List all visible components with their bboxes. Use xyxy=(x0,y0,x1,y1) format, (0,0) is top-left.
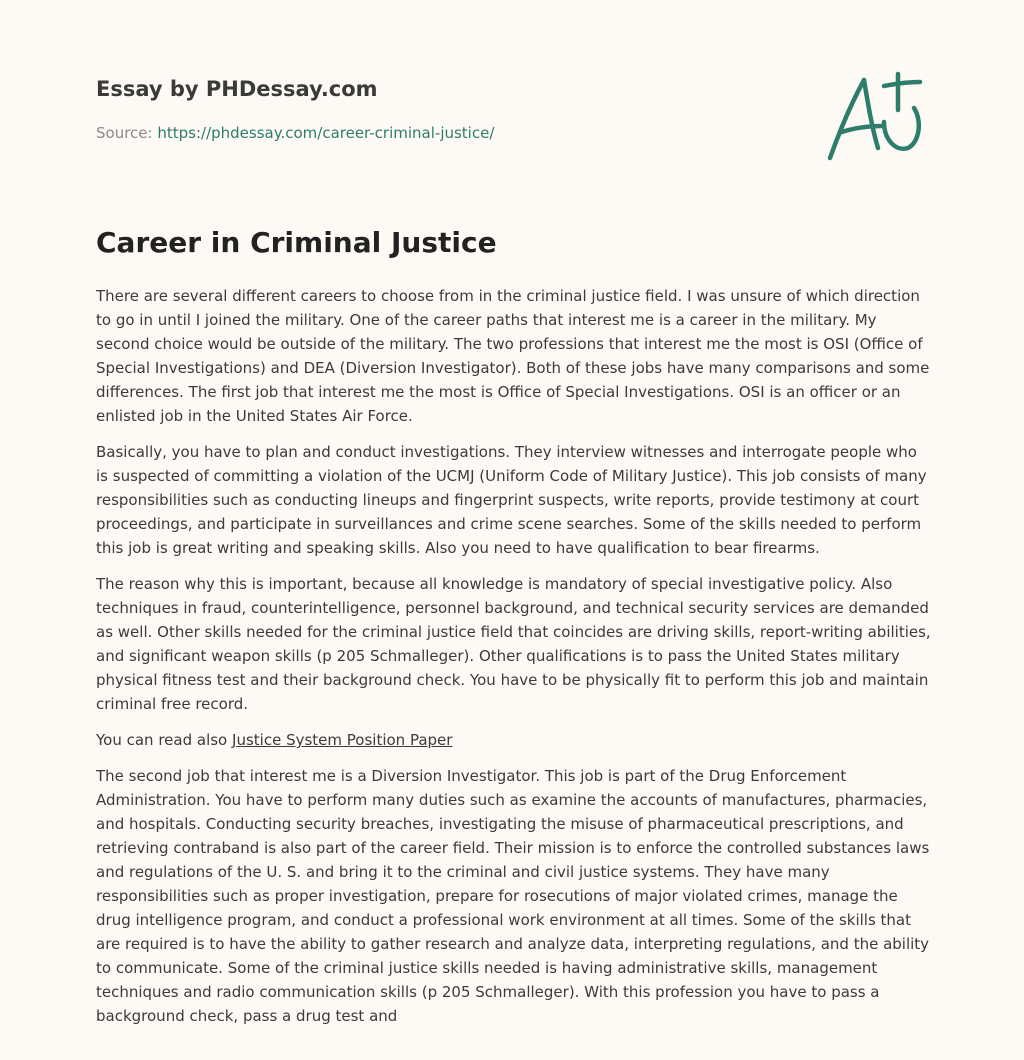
a-plus-logo-icon xyxy=(824,68,928,164)
essay-paragraph: The reason why this is important, because all knowledge is mandatory of special investigative policy. Also techniques in fraud, counterintelligence, personnel background, and technical security services are demanded as well. Other skills needed for the criminal justice field that coincides are driving skills, report-writing abilities, and significant weapon skills (p 205 Schmalleger). Other qualifications is to pass the United States military physical fitness test and their background check. You have to be physically fit to perform this job and maintain criminal free record. xyxy=(96,575,931,713)
brand-title: Essay by PHDessay.com xyxy=(96,77,378,101)
essay-title: Career in Criminal Justice xyxy=(96,226,497,259)
essay-paragraph: The second job that interest me is a Diversion Investigator. This job is part of the Drug Enforcement Administration. You have to perform many duties such as examine the accounts of manufactures, pharmacies, and hospitals. Conducting security breaches, investigating the misuse of pharmaceutical prescriptions, and retrieving contraband is also part of the career field. Their mission is to enforce the controlled substances laws and regulations of the U. S. and bring it to the criminal and civil justice systems. They have many responsibilities such as proper investigation, prepare for rosecutions of major violated crimes, manage the drug intelligence program, and conduct a professional work environment at all times. Some of the skills that are required is to have the ability to gather research and analyze data, interpreting regulations, and the ability to communicate. Some of the criminal justice skills needed is having administrative skills, management techniques and radio communication skills (p 205 Schmalleger). With this profession you have to pass a background check, pass a drug test and xyxy=(96,767,930,1025)
essay-paragraph: There are several different careers to choose from in the criminal justice field. I was unsure of which direction to go in until I joined the military. One of the career paths that interest me is a career in the military. My second choice would be outside of the military. The two professions that interest me the most is OSI (Office of Special Investigations) and DEA (Diversion Investigator). Both of these jobs have many comparisons and some differences. The first job that interest me the most is Office of Special Investigations. OSI is an officer or an enlisted job in the United States Air Force. xyxy=(96,287,930,425)
essay-paragraph: Basically, you have to plan and conduct investigations. They interview witnesses and interrogate people who is suspected of committing a violation of the UCMJ (Uniform Code of Military Justice). This job consists of many responsibilities such as conducting lineups and fingerprint suspects, write reports, provide testimony at court proceedings, and participate in surveillances and crime scene searches. Some of the skills needed to perform this job is great writing and speaking skills. Also you need to have qualification to bear firearms. xyxy=(96,443,927,557)
read-also-prefix: You can read also xyxy=(96,731,228,749)
source-line xyxy=(96,124,494,142)
source-label: Source: xyxy=(96,124,153,142)
source-link[interactable]: https://phdessay.com/career-criminal-justice/ xyxy=(157,124,495,142)
read-also-link[interactable]: Justice System Position Paper xyxy=(232,731,453,749)
essay-body xyxy=(96,284,932,1040)
read-also-line xyxy=(96,728,932,752)
